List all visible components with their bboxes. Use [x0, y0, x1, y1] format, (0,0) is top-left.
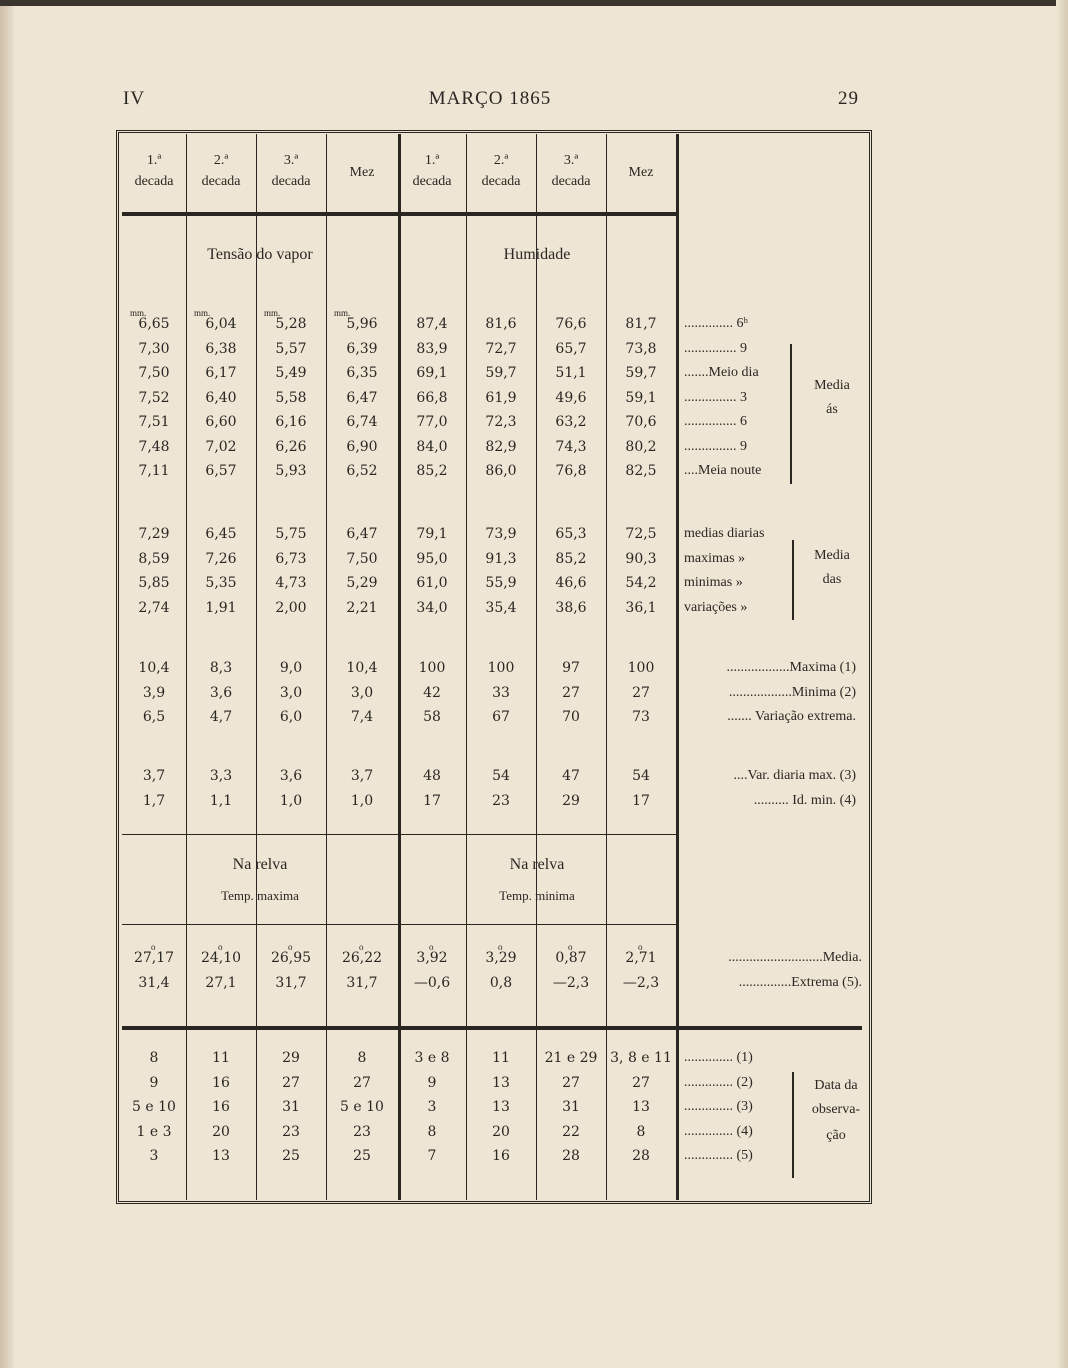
table-cell: 17	[632, 792, 650, 809]
table-cell: 100	[487, 660, 515, 676]
table-cell: 65,7	[555, 340, 587, 357]
table-cell: 35,4	[485, 599, 517, 616]
column-header	[186, 150, 256, 192]
column-header-ordinal: 2.ª	[213, 153, 229, 168]
row-label: ............... 9	[684, 438, 747, 454]
table-cell: 16	[212, 1074, 230, 1091]
table-cell: 87,4	[416, 316, 448, 332]
row-label: ..................Maxima (1)	[726, 660, 856, 675]
page-binding-shadow	[0, 0, 14, 1368]
table-cell: 7,26	[205, 550, 237, 567]
table-cell: 72,3	[485, 414, 517, 430]
column-header-sub: decada	[551, 174, 591, 189]
table-cell: 90,3	[625, 550, 657, 567]
table-cell: 48	[423, 768, 441, 784]
table-cell: 5,49	[275, 365, 307, 381]
table-cell: 6,47	[346, 389, 378, 406]
table-cell: 42	[423, 684, 441, 701]
page-title: MARÇO 1865	[428, 88, 552, 109]
table-cell: 49,6	[555, 389, 587, 406]
table-cell: 25	[353, 1148, 371, 1164]
column-header	[122, 150, 186, 192]
side-label-cao: ção	[826, 1128, 846, 1143]
table-cell: 1,1	[209, 792, 233, 809]
table-cell: 7,02	[205, 438, 237, 455]
unit-label: mm.	[130, 308, 147, 318]
table-cell: 72,7	[485, 340, 517, 357]
row-label: .......Meio dia	[684, 365, 759, 380]
table-cell: 27	[282, 1074, 300, 1091]
table-cell: 85,2	[555, 550, 587, 567]
table-cell: 21 e 29	[544, 1050, 598, 1066]
table-cell: 95,0	[416, 550, 448, 567]
table-cell: 11	[492, 1050, 510, 1066]
table-cell: 6,16	[275, 414, 307, 430]
brace-data-observacao	[792, 1072, 794, 1178]
table-cell: 8,59	[138, 550, 170, 567]
column-header	[606, 162, 676, 183]
table-cell: 27,1	[205, 974, 237, 991]
side-label-as: ás	[826, 402, 838, 417]
row-label: ....Meia noute	[684, 463, 762, 478]
table-cell: 46,6	[555, 575, 587, 591]
table-cell: 34,0	[416, 599, 448, 616]
column-header	[398, 150, 466, 192]
table-cell: 69,1	[416, 365, 448, 381]
table-cell: 73,9	[485, 526, 517, 542]
row-label: ....... Variação extrema.	[727, 709, 856, 724]
table-cell: 58	[423, 709, 441, 725]
table-cell: 27,17	[133, 950, 175, 966]
table-cell: 8	[427, 1123, 437, 1140]
table-cell: 77,0	[416, 414, 448, 430]
column-header-sub: decada	[271, 174, 311, 189]
table-cell: 31	[562, 1099, 580, 1115]
row-label: ...............Extrema (5).	[738, 974, 862, 990]
table-cell: 5,35	[205, 575, 237, 591]
table-cell: 8	[357, 1050, 367, 1066]
table-cell: 6,90	[346, 438, 378, 455]
table-cell: 11	[212, 1050, 230, 1066]
row-rule	[122, 834, 676, 835]
side-label-das: das	[822, 572, 842, 587]
row-label: .............. (2)	[684, 1074, 753, 1090]
table-cell: 13	[632, 1099, 650, 1115]
column-header	[256, 150, 326, 192]
degree-mark: o	[359, 942, 364, 952]
row-label: medias diarias	[684, 526, 765, 541]
row-label: maximas »	[684, 550, 746, 566]
table-cell: 23	[353, 1123, 371, 1140]
side-label-media: Media	[814, 548, 850, 563]
table-cell: 73,8	[625, 340, 657, 357]
table-cell: 5 e 10	[132, 1099, 176, 1115]
row-rule	[122, 1026, 862, 1030]
row-rule	[122, 924, 676, 925]
table-cell: 16	[492, 1148, 510, 1164]
table-cell: 3,7	[350, 768, 374, 784]
table-cell: 79,1	[416, 526, 448, 542]
table-cell: 6,74	[346, 414, 378, 430]
table-cell: 5,57	[275, 340, 307, 357]
table-cell: 31	[282, 1099, 300, 1115]
table-cell: 6,47	[346, 526, 378, 542]
section-sublabel-temp-minima: Temp. minima	[499, 888, 575, 903]
table-cell: 7,29	[138, 526, 170, 542]
degree-mark: o	[151, 942, 156, 952]
table-cell: 51,1	[555, 365, 587, 381]
table-cell: 59,1	[625, 389, 657, 406]
table-cell: 66,8	[416, 389, 448, 406]
table-cell: 1,0	[350, 792, 374, 809]
table-cell: 100	[627, 660, 655, 676]
table-cell: 2,71	[625, 950, 657, 966]
page-section-numeral: IV	[123, 88, 146, 109]
table-cell: 91,3	[485, 550, 517, 567]
column-header-sub: decada	[481, 174, 521, 189]
table-cell: 5,93	[275, 463, 307, 479]
degree-mark: o	[429, 942, 434, 952]
table-cell: 27	[353, 1074, 371, 1091]
table-cell: 7,50	[138, 365, 170, 381]
table-cell: 9	[149, 1074, 159, 1091]
table-cell: 1,7	[142, 792, 166, 809]
section-label-tensao-do-vapor: Tensão do vapor	[207, 246, 313, 263]
page-number: 29	[838, 88, 859, 109]
row-label: .............. 6ʰ	[684, 316, 748, 331]
table-cell: 5,85	[138, 575, 170, 591]
table-cell: 6,35	[346, 365, 378, 381]
table-cell: 13	[492, 1074, 510, 1091]
brace-media-as	[790, 344, 792, 484]
table-cell: 5,96	[346, 316, 378, 332]
row-label: ....Var. diaria max. (3)	[733, 768, 856, 783]
column-header-ordinal: 1.ª	[146, 153, 162, 168]
section-label-humidade: Humidade	[503, 246, 571, 263]
section-sublabel-temp-maxima: Temp. maxima	[221, 888, 299, 903]
table-cell: 10,4	[346, 660, 378, 676]
column-header-ordinal: 3.ª	[563, 153, 579, 168]
table-cell: 9	[427, 1074, 437, 1091]
table-cell: 1 e 3	[136, 1123, 172, 1140]
table-cell: 7,50	[346, 550, 378, 567]
section-label-na-relva-min: Na relva	[509, 856, 565, 873]
row-label: ............... 6	[684, 414, 747, 429]
table-cell: 31,7	[346, 974, 378, 991]
table-cell: 7,52	[138, 389, 170, 406]
table-cell: 6,57	[205, 463, 237, 479]
table-cell: 13	[492, 1099, 510, 1115]
table-cell: 33	[492, 684, 510, 701]
table-cell: 5,75	[275, 526, 307, 542]
degree-mark: o	[288, 942, 293, 952]
table-cell: 4,73	[275, 575, 307, 591]
table-cell: 4,7	[209, 709, 233, 725]
table-cell: 3,7	[142, 768, 166, 784]
table-cell: 6,17	[205, 365, 237, 381]
degree-mark: o	[638, 942, 643, 952]
table-cell: 0,8	[489, 974, 513, 991]
degree-mark: o	[498, 942, 503, 952]
table-cell: 6,45	[205, 526, 237, 542]
table-cell: 23	[492, 792, 510, 809]
table-cell: 72,5	[625, 526, 657, 542]
table-cell: 3,6	[279, 768, 303, 784]
table-cell: 76,8	[555, 463, 587, 479]
table-cell: 24,10	[200, 950, 242, 966]
table-cell: 28	[562, 1148, 580, 1164]
degree-mark: o	[218, 942, 223, 952]
side-label-media: Media	[814, 378, 850, 393]
row-label: .......... Id. min. (4)	[753, 792, 856, 808]
table-cell: 63,2	[555, 414, 587, 430]
table-cell: 6,40	[205, 389, 237, 406]
row-label: .............. (4)	[684, 1123, 753, 1139]
table-cell: 0,87	[555, 950, 587, 966]
table-cell: 8	[636, 1123, 646, 1140]
side-label-observa: observa-	[811, 1102, 861, 1117]
column-header-ordinal: 2.ª	[493, 153, 509, 168]
row-label: ............... 9	[684, 340, 747, 356]
table-cell: —0,6	[413, 974, 451, 991]
column-header	[466, 150, 536, 192]
table-cell: 70,6	[625, 414, 657, 430]
table-cell: 31,4	[138, 974, 170, 991]
unit-label: mm.	[264, 308, 281, 318]
row-label: minimas »	[684, 575, 743, 590]
table-cell: 5,58	[275, 389, 307, 406]
table-cell: 31,7	[275, 974, 307, 991]
table-cell: 28	[632, 1148, 650, 1164]
row-label: variações »	[684, 599, 748, 615]
table-cell: 3	[427, 1099, 437, 1115]
row-label: .............. (3)	[684, 1099, 753, 1114]
table-cell: 5 e 10	[340, 1099, 384, 1115]
section-label-na-relva-max: Na relva	[232, 856, 288, 873]
table-cell: 5,28	[275, 316, 307, 332]
unit-label: mm.	[194, 308, 211, 318]
table-cell: 85,2	[416, 463, 448, 479]
row-label: .............. (5)	[684, 1148, 753, 1163]
table-cell: 7,48	[138, 438, 170, 455]
table-cell: 16	[212, 1099, 230, 1115]
column-rule	[676, 134, 679, 1200]
table-cell: 86,0	[485, 463, 517, 479]
table-cell: 27	[632, 684, 650, 701]
table-cell: 13	[212, 1148, 230, 1164]
table-cell: 83,9	[416, 340, 448, 357]
table-cell: 3,92	[416, 950, 448, 966]
table-cell: —2,3	[552, 974, 590, 991]
table-cell: 1,91	[205, 599, 237, 616]
table-cell: 7,4	[350, 709, 374, 725]
table-cell: 7,11	[138, 463, 170, 479]
table-cell: 38,6	[555, 599, 587, 616]
table-cell: 59,7	[625, 365, 657, 381]
row-label: .............. (1)	[684, 1050, 753, 1065]
table-cell: 67	[492, 709, 510, 725]
column-header-ordinal: Mez	[628, 165, 654, 180]
table-cell: 8	[149, 1050, 159, 1066]
table-cell: 3, 8 e 11	[610, 1050, 672, 1066]
column-header-ordinal: Mez	[349, 165, 375, 180]
table-cell: 100	[418, 660, 446, 676]
table-cell: 47	[562, 768, 580, 784]
table-cell: 3 e 8	[414, 1050, 450, 1066]
table-cell: 6,60	[205, 414, 237, 430]
table-cell: 20	[492, 1123, 510, 1140]
row-label: ...........................Media.	[728, 950, 862, 965]
table-cell: 27	[562, 1074, 580, 1091]
column-header-sub: decada	[201, 174, 241, 189]
page-top-edge	[0, 0, 1068, 6]
table-cell: 6,73	[275, 550, 307, 567]
table-cell: 54,2	[625, 575, 657, 591]
table-cell: 6,39	[346, 340, 378, 357]
table-cell: 61,0	[416, 575, 448, 591]
row-label: ............... 3	[684, 389, 747, 405]
degree-mark: o	[568, 942, 573, 952]
page-right-edge	[1056, 0, 1068, 1368]
table-cell: 74,3	[555, 438, 587, 455]
row-rule	[122, 212, 676, 216]
table-cell: 3,6	[209, 684, 233, 701]
unit-label: mm.	[334, 308, 351, 318]
table-cell: 84,0	[416, 438, 448, 455]
table-cell: 54	[632, 768, 650, 784]
table-cell: 27	[562, 684, 580, 701]
table-cell: 3,29	[485, 950, 517, 966]
column-header-sub: decada	[134, 174, 174, 189]
table-cell: 6,26	[275, 438, 307, 455]
table-cell: 6,52	[346, 463, 378, 479]
table-cell: 3	[149, 1148, 159, 1164]
table-cell: 27	[632, 1074, 650, 1091]
table-cell: 7,30	[138, 340, 170, 357]
table-cell: 17	[423, 792, 441, 809]
table-cell: 23	[282, 1123, 300, 1140]
column-header	[326, 162, 398, 183]
row-label: ..................Minima (2)	[728, 684, 856, 700]
table-cell: 3,3	[209, 768, 233, 784]
table-cell: 59,7	[485, 365, 517, 381]
table-cell: 97	[562, 660, 580, 676]
table-cell: 82,5	[625, 463, 657, 479]
table-cell: 54	[492, 768, 510, 784]
table-cell: 2,00	[275, 599, 307, 616]
table-cell: 26,22	[341, 950, 383, 966]
table-cell: 20	[212, 1123, 230, 1140]
table-cell: 7,51	[138, 414, 170, 430]
table-cell: 80,2	[625, 438, 657, 455]
table-cell: 10,4	[138, 660, 170, 676]
table-cell: 70	[562, 709, 580, 725]
table-cell: 3,0	[279, 684, 303, 701]
column-header	[536, 150, 606, 192]
table-cell: 2,74	[138, 599, 170, 616]
table-cell: 29	[562, 792, 580, 809]
table-cell: 6,04	[205, 316, 237, 332]
column-header-sub: decada	[412, 174, 452, 189]
table-cell: 3,0	[350, 684, 374, 701]
column-header-ordinal: 3.ª	[283, 153, 299, 168]
table-cell: 61,9	[485, 389, 517, 406]
table-cell: 73	[632, 709, 650, 725]
table-cell: 55,9	[485, 575, 517, 591]
table-cell: 65,3	[555, 526, 587, 542]
table-cell: 8,3	[209, 660, 233, 676]
table-cell: 82,9	[485, 438, 517, 455]
table-cell: 6,38	[205, 340, 237, 357]
table-cell: 26,95	[270, 950, 312, 966]
table-cell: 7	[427, 1148, 437, 1164]
table-cell: 25	[282, 1148, 300, 1164]
table-cell: 36,1	[625, 599, 657, 616]
table-cell: 6,5	[142, 709, 166, 725]
table-cell: 6,65	[138, 316, 170, 332]
table-cell: 6,0	[279, 709, 303, 725]
table-cell: —2,3	[622, 974, 660, 991]
column-header-ordinal: 1.ª	[424, 153, 440, 168]
table-cell: 29	[282, 1050, 300, 1066]
table-cell: 1,0	[279, 792, 303, 809]
table-cell: 22	[562, 1123, 580, 1140]
table-cell: 5,29	[346, 575, 378, 591]
table-cell: 76,6	[555, 316, 587, 332]
table-cell: 9,0	[279, 660, 303, 676]
table-cell: 2,21	[346, 599, 378, 616]
table-cell: 81,6	[485, 316, 517, 332]
table-cell: 3,9	[142, 684, 166, 701]
table-cell: 81,7	[625, 316, 657, 332]
side-label-data-da: Data da	[814, 1078, 858, 1093]
